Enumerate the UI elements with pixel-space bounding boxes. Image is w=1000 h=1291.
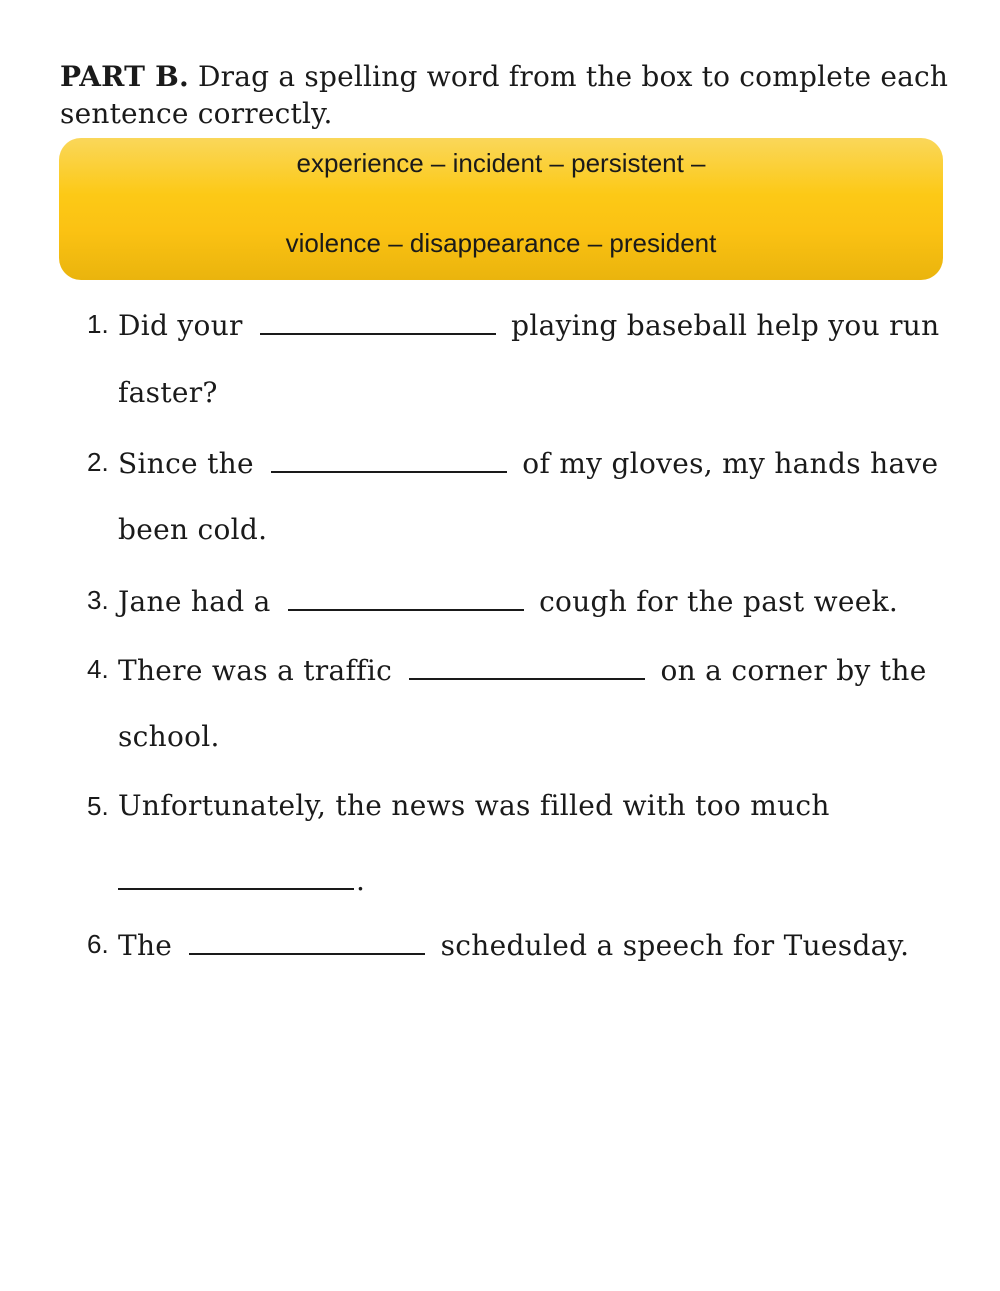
question-text-after: cough for the past week.	[539, 585, 899, 618]
question-text-after: of my gloves, my hands have	[522, 447, 939, 480]
question-number: 1.	[87, 309, 109, 339]
question-text-before: Jane had a	[118, 585, 271, 618]
answer-blank-2[interactable]	[271, 445, 507, 473]
question-text-after: scheduled a speech for Tuesday.	[440, 929, 910, 962]
question-2-continuation: been cold.	[118, 513, 268, 546]
question-text-before: There was a traffic	[118, 654, 393, 687]
question-number: 4.	[87, 654, 109, 684]
question-4-continuation: school.	[118, 720, 220, 753]
instructions-text: Drag a spelling word from the box to complete each sentence correctly.	[60, 60, 949, 130]
answer-blank-4[interactable]	[409, 652, 645, 680]
part-label: PART B.	[60, 60, 189, 93]
question-text-after: on a corner by the	[660, 654, 927, 687]
question-number: 6.	[87, 929, 109, 959]
question-6	[118, 927, 909, 962]
question-1-continuation: faster?	[118, 376, 218, 409]
word-bank-line-2[interactable]: violence – disappearance – president	[285, 228, 717, 258]
question-3	[118, 583, 898, 618]
question-text-before: The	[118, 929, 173, 962]
word-bank-line-1[interactable]: experience – incident – persistent –	[296, 148, 706, 178]
question-number: 3.	[87, 585, 109, 615]
question-text-after: .	[356, 864, 366, 897]
answer-blank-5[interactable]	[118, 862, 354, 890]
question-text-before: Since the	[118, 447, 254, 480]
question-1	[118, 307, 939, 342]
answer-blank-3[interactable]	[288, 583, 524, 611]
answer-blank-6[interactable]	[189, 927, 425, 955]
question-4	[118, 652, 927, 687]
question-5	[118, 789, 830, 822]
question-number: 5.	[87, 791, 109, 821]
question-5-continuation	[118, 862, 365, 897]
question-text-before: Unfortunately, the news was filled with too much	[118, 789, 830, 822]
instructions	[60, 58, 950, 132]
question-number: 2.	[87, 447, 109, 477]
question-text-after: playing baseball help you run	[511, 309, 940, 342]
question-2	[118, 445, 938, 480]
answer-blank-1[interactable]	[260, 307, 496, 335]
question-text-before: Did your	[118, 309, 243, 342]
